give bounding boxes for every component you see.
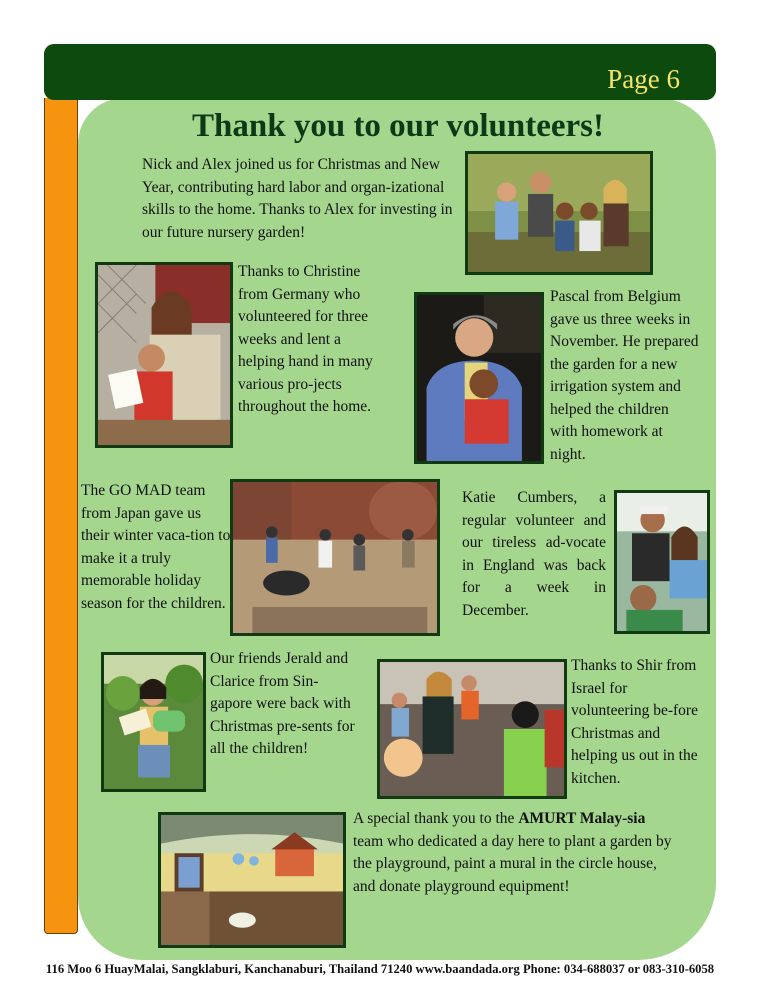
photo-jerald-clarice <box>101 652 206 792</box>
story-jerald-clarice: Our friends Jerald and Clarice from Sin-gapore were back with Christmas pre-sents for all the children! <box>210 650 355 757</box>
story-shir: Thanks to Shir from Israel for volunteering be-fore Christmas and helping us out in the kitchen. <box>571 657 698 787</box>
photo-go-mad <box>230 479 440 636</box>
story-christine: Thanks to Christine from Germany who volunteered for three weeks and lent a helping hand in many various pro-jects throughout the home. <box>238 263 373 415</box>
photo-christine <box>95 262 233 448</box>
story-pascal: Pascal from Belgium gave us three weeks in November. He prepared the garden for a new irrigation system and helped the children with homework at night. <box>550 288 699 463</box>
footer-contact: 116 Moo 6 HuayMalai, Sangklaburi, Kanchanaburi, Thailand 71240 www.baandada.org Phone: 034-688037 or 083-310-6058 <box>45 962 715 976</box>
story-amurt-org: AMURT Malay-sia <box>518 810 646 827</box>
photo-katie <box>614 490 710 634</box>
photo-nick-alex <box>465 151 653 275</box>
page-number: Page 6 <box>607 64 680 94</box>
story-amurt-prefix: A special thank you to the <box>353 810 519 827</box>
photo-amurt <box>158 812 346 948</box>
page-title: Thank you to our volunteers! <box>192 108 604 144</box>
story-amurt <box>353 808 673 898</box>
story-nick-alex: Nick and Alex joined us for Christmas and New Year, contributing hard labor and organ-izational skills to the home. Thanks to Alex for investing in our future nursery garden! <box>142 156 453 241</box>
orange-side-bar <box>44 98 78 934</box>
story-go-mad: The GO MAD team from Japan gave us their winter vaca-tion to make it a truly memorable holiday season for the children. <box>81 482 231 612</box>
story-katie: Katie Cumbers, a regular volunteer and our tireless ad-vocate in England was back for a week in December. <box>462 489 606 619</box>
photo-pascal <box>414 292 544 464</box>
story-amurt-suffix: team who dedicated a day here to plant a garden by the playground, paint a mural in the circle house, and donate playground equipment! <box>353 832 672 895</box>
photo-shir <box>377 659 567 799</box>
